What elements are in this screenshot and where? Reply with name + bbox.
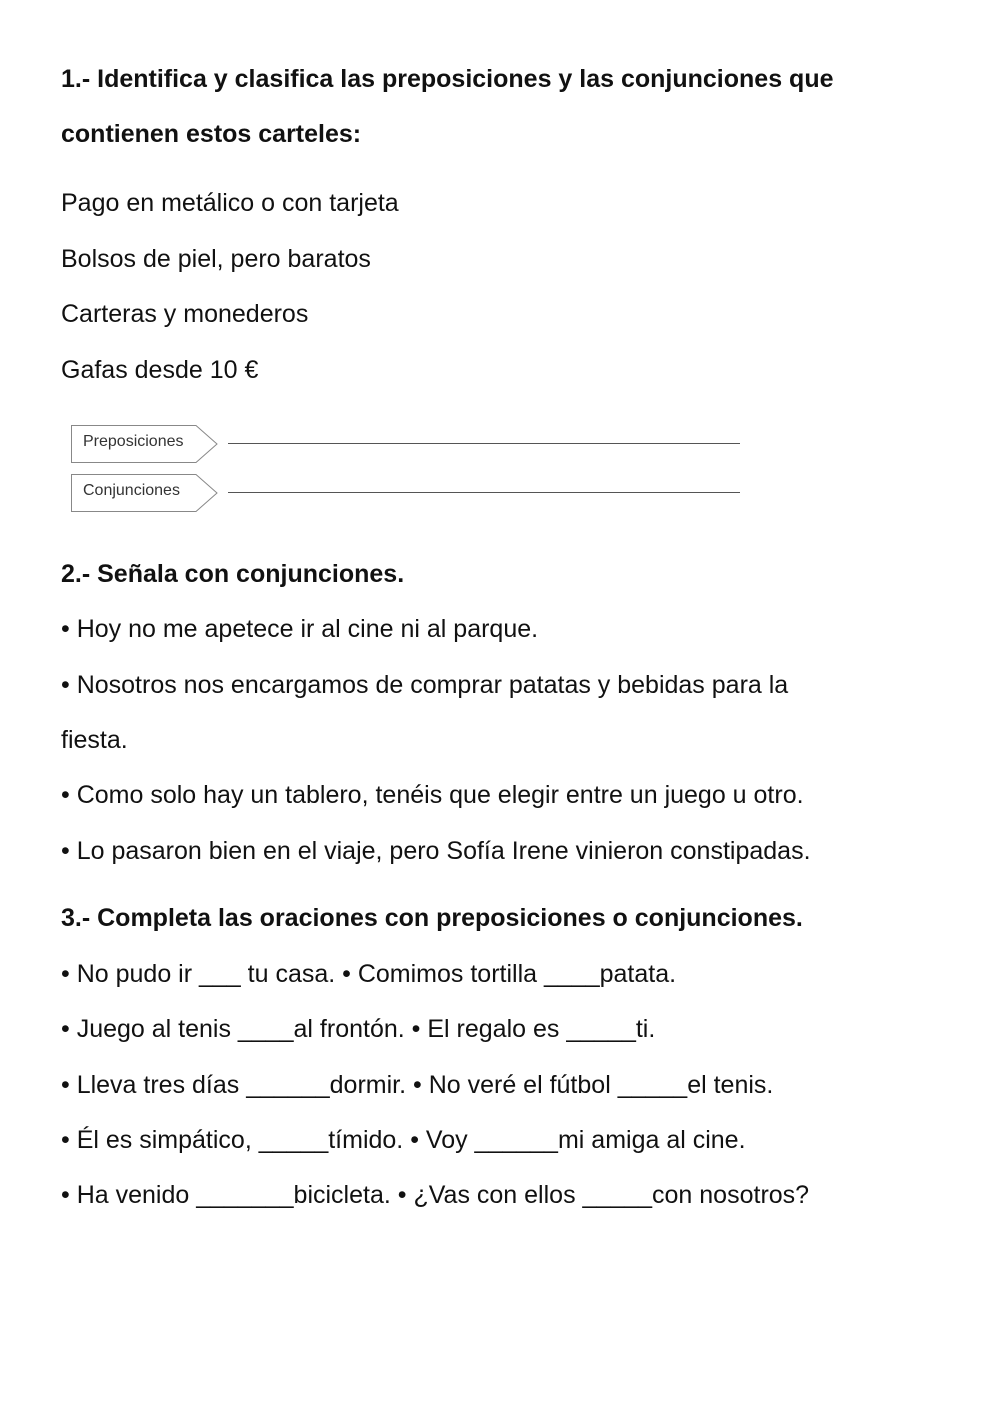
prepositions-label: Preposiciones xyxy=(83,433,184,450)
conjunctions-label: Conjunciones xyxy=(83,482,180,499)
exercise-line: • Como solo hay un tablero, tenéis que elegir entre un juego u otro. xyxy=(61,781,804,809)
exercise-line: • Hoy no me apetece ir al cine ni al parque. xyxy=(61,615,539,643)
section-2-title: 2.- Señala con conjunciones. xyxy=(61,560,405,588)
sign-text: Pago en metálico o con tarjeta xyxy=(61,189,399,217)
exercise-line: fiesta. xyxy=(61,726,128,754)
sign-text: Bolsos de piel, pero baratos xyxy=(61,245,371,273)
exercise-line: • Lo pasaron bien en el viaje, pero Sofía Irene vinieron constipadas. xyxy=(61,837,811,865)
sign-text: Carteras y monederos xyxy=(61,300,309,328)
prepositions-answer-line[interactable] xyxy=(228,443,740,444)
fill-in-line: • No pudo ir ___ tu casa. • Comimos tortilla ____patata. xyxy=(61,960,677,988)
section-3-title: 3.- Completa las oraciones con preposiciones o conjunciones. xyxy=(61,904,803,932)
section-1-title-line-2: contienen estos carteles: xyxy=(61,120,362,148)
fill-in-line: • Juego al tenis ____al frontón. • El regalo es _____ti. xyxy=(61,1015,656,1043)
fill-in-line: • Ha venido _______bicicleta. • ¿Vas con ellos _____con nosotros? xyxy=(61,1181,810,1209)
exercise-line: • Nosotros nos encargamos de comprar patatas y bebidas para la xyxy=(61,671,789,699)
conjunctions-answer-line[interactable] xyxy=(228,492,740,493)
section-1-title-line-1: 1.- Identifica y clasifica las preposiciones y las conjunciones que xyxy=(61,65,834,93)
fill-in-line: • Él es simpático, _____tímido. • Voy ______mi amiga al cine. xyxy=(61,1126,746,1154)
sign-text: Gafas desde 10 € xyxy=(61,356,259,384)
fill-in-line: • Lleva tres días ______dormir. • No veré el fútbol _____el tenis. xyxy=(61,1071,774,1099)
